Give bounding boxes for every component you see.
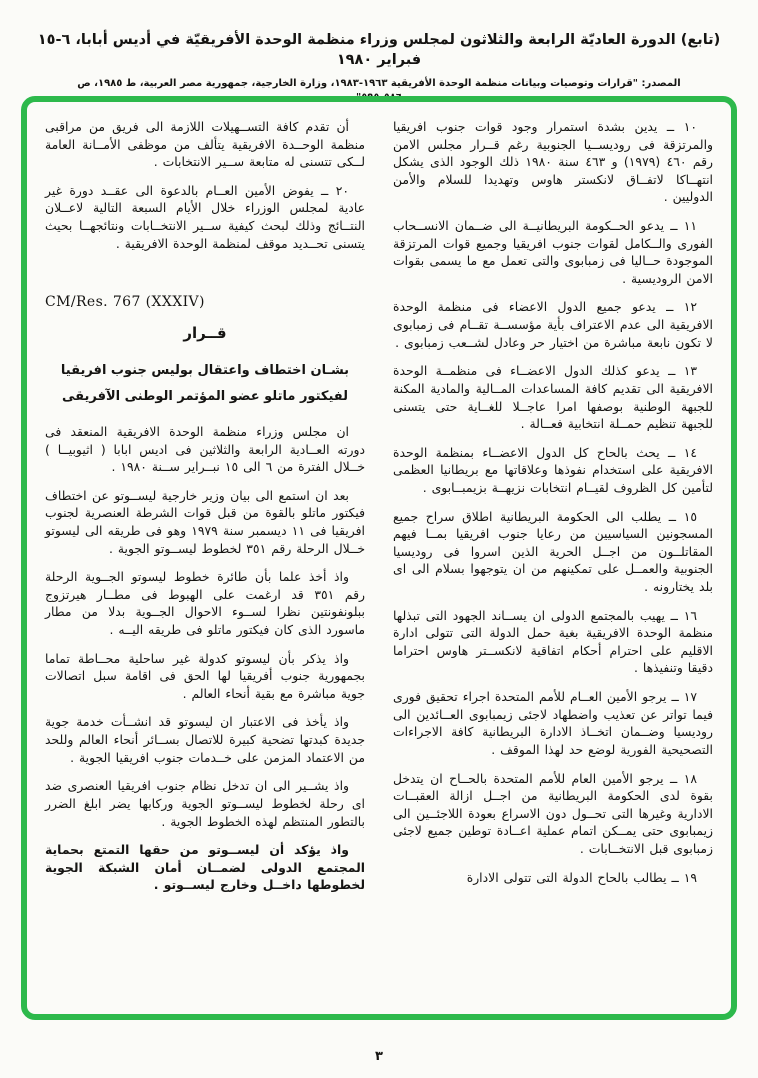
preamble-paragraph-2: بعد ان استمع الى بيان وزير خارجية ليســوتو عن اختطاف فيكتور ماتلو بالقوة من قبل قوات الشرطة العنصرية لجنوب افريقيا فى ١١ ديسمبر سنة ١٩٧٩ وهو فى طريقه الى ليسوتو خــلال الرحلة رقم ٣٥١ لخطوط ليســوتو الجوية . xyxy=(45,487,365,556)
resolution-subtitle xyxy=(45,358,365,409)
resolution-item-19: ١٩ ــ يطالب بالحاح الدولة التى تتولى الادارة xyxy=(466,869,697,885)
column-right xyxy=(393,118,713,1004)
page-header xyxy=(0,0,758,105)
column-left xyxy=(45,118,365,1004)
resolution-item-15: ١٥ ــ يطلب الى الحكومة البريطانية اطلاق سراح جميع المسجونين السياسيين من رعايا جنوب افريقيا بمــا فيهم المقاتلــون من اجــل الحرية الذين اسروا فى روديسيا الجنوبية والعمــل على تمكينهم من ان يتوجهوا بسلام الى اى بلد يختارونه . xyxy=(393,508,713,595)
resolution-item-17: ١٧ ــ يرجو الأمين العــام للأمم المتحدة اجراء تحقيق فورى فيما تواتر عن تعذيب واضطهاد لاجئى زيمبابوى العــائدين الى روديسيا وضــمان اتخــاذ الادارة البريطانية كافة الاجراءات التصحيحية الفورية لوضع حد لهذا الموقف . xyxy=(393,689,713,757)
resolution-item-10: ١٠ ــ يدين بشدة استمرار وجود قوات جنوب افريقيا والمرتزقة فى روديســيا الجنوبية رغم قــرار مجلس الامن رقم ٤٦٠ (١٩٧٩) و ٤٦٣ سنة ١٩٨٠ ذلك الوجود الذى يشكل انتهــاكا لاتفــاق لانكستر هاوس وتهديدا للسلام والأمن الدوليين . xyxy=(393,119,713,205)
resolution-item-14: ١٤ ــ يحث بالحاح كل الدول الاعضــاء بمنظمة الوحدة الافريقية على استخدام نفوذها وعلاقاتها مع بريطانيا العظمى لتأمين كل الظروف لقيــام انتخابات نزيهــة بزيمبــابوى . xyxy=(393,444,713,495)
preamble-paragraph-1: ان مجلس وزراء منظمة الوحدة الافريقية المنعقد فى دورته العــادية الرابعة والثلاثين فى اديس ابابا ( اثيوبيــا ) خــلال الفترة من ٦ الى ١٥ نبــراير ســنة ١٩٨٠ . xyxy=(45,423,365,475)
resolution-item-12: ١٢ ــ يدعو جميع الدول الاعضاء فى منظمة الوحدة الافريقية الى عدم الاعتراف بأية مؤسســة تقــام فى زمبابوى لا تكون نابعة مباشرة من اختيار حر وعادل لشــعب زمبابوى . xyxy=(393,299,713,350)
item-19-continuation: أن تقدم كافة التســهيلات اللازمة الى فريق من مراقبى منظمة الوحــدة الافريقية يتألف من موظفى الأمــانة العامة لــكى تتسنى له متابعة ســير الانتخابات . xyxy=(45,119,365,170)
resolution-item-13: ١٣ ــ يدعو كذلك الدول الاعضــاء فى منظمــة الوحدة الافريقية الى تقديم كافة المساعدات المــالية والمادية المكنة للجبهة الوطنية بوصفها امرا عاجــلا للغــاية حتى يتسنى للجبهة تنظيم حمــلة انتخابية فعــالة . xyxy=(393,363,713,432)
preamble-paragraph-6: واذ يشــير الى ان تدخل نظام جنوب افريقيا العنصرى ضد اى رحلة لخطوط ليســوتو الجوية وركابها يضر ابلغ الضرر بالتطور المنتظم لهذه الخطوط الجوية . xyxy=(45,778,365,829)
page-number: ٣ xyxy=(375,1049,383,1064)
preamble-paragraph-bold: واذ يؤكد أن ليســوتو من حقها التمتع بحماية المجتمع الدولى لضمــان أمان الشبكة الجوية لخطوطها داخــل وخارج ليســوتو . xyxy=(45,842,365,893)
resolution-reference: CM/Res. 767 (XXXIV) xyxy=(45,294,205,311)
resolution-item-11: ١١ ــ يدعو الحــكومة البريطانيــة الى ضــمان الانســحاب الفورى والــكامل لقوات جنوب افريقيا وجميع قوات المرتزقة الموجودة حــاليا فى زمبابوى والتى تعمل مع ما يسمى بقوات الامن الروديسية . xyxy=(393,218,713,286)
resolution-subtitle-line2: لفيكتور ماتلو عضو المؤتمر الوطنى الآفريقى xyxy=(62,388,348,404)
resolution-item-16: ١٦ ــ يهيب بالمجتمع الدولى ان يســاند الجهود التى تبذلها منظمة الوحدة الافريقية بغية حمل الدولة التى تتولى ادارة الاقليم على احترام أحكام اتفاقية لانكســتر هاوس احتراما دقيقا وتنفيذها . xyxy=(393,607,713,676)
resolution-title: قــرار xyxy=(183,324,227,343)
two-column-text xyxy=(27,102,731,1014)
preamble-paragraph-5: واذ يأخذ فى الاعتبار ان ليسوتو قد انشــأت خدمة جوية جديدة كبدتها تضحية كبيرة للاتصال بســائر أنحاء العالم وللحد من الاعتماد المزمن على خــدمات جنوب افريقيا الجوية . xyxy=(45,714,365,765)
preamble-paragraph-3: واذ أخذ علما بأن طائرة خطوط ليسوتو الجــوية الرحلة رقم ٣٥١ قد ارغمت على الهبوط فى مطــار هيرتزوج ببلونفونتين نظرا لســوء الاحوال الجــوية بدلا من مطار ماسورد الذى كان فيكتور ماتلو فى طريقه اليــه . xyxy=(45,569,365,638)
source-citation: المصدر: "قرارات وتوصيات وبيانات منظمة الوحدة الأفريقية ١٩٦٣-١٩٨٣، وزارة الخارجية، جمهورية مصر العربية، ط ١٩٨٥، ص ٥٨٦-٥٩٥" xyxy=(77,77,681,103)
document-frame xyxy=(21,96,737,1020)
resolution-item-20: ٢٠ ــ يفوض الأمين العــام بالدعوة الى عقــد دورة غير عادية لمجلس الوزراء خلال الأيام السبعة التالية لاعــلان النتــائج وذلك لبحث كيفية ســير الانتخــابات ونتائجهــا بحيث يتسنى تحــديد موقف لمنظمة الوحدة الافريقية . xyxy=(45,182,365,251)
resolution-item-18: ١٨ ــ يرجو الأمين العام للأمم المتحدة بالحــاح ان يتدخل بقوة لدى الحكومة البريطانية من اجــل ازالة العقبــات الادارية وغيرها التى تحــول دون الاسراع بعودة اللاجئــين الى زيمبابوى حتى يمــكن اتمام عملية اعــادة توطين جميع لاجئى زمبابوى قبل الانتخــابات . xyxy=(393,770,713,856)
resolution-subtitle-line1: بشـان اختطاف واعتقال بوليس جنوب افريقيا xyxy=(60,363,350,379)
preamble-paragraph-4: واذ يذكر بأن ليسوتو كدولة غير ساحلية محــاطة تماما بجمهورية جنوب أفريقيا لها الحق فى اقامة سبل اتصالات جوية مباشرة مع بقية أنحاء العالم . xyxy=(45,650,365,701)
session-title: (تابع) الدورة العاديّة الرابعة والثلاثون لمجلس وزراء منظمة الوحدة الأفريقيّة في أديس أبابا، ٦-١٥ فبراير ١٩٨٠ xyxy=(37,32,721,69)
